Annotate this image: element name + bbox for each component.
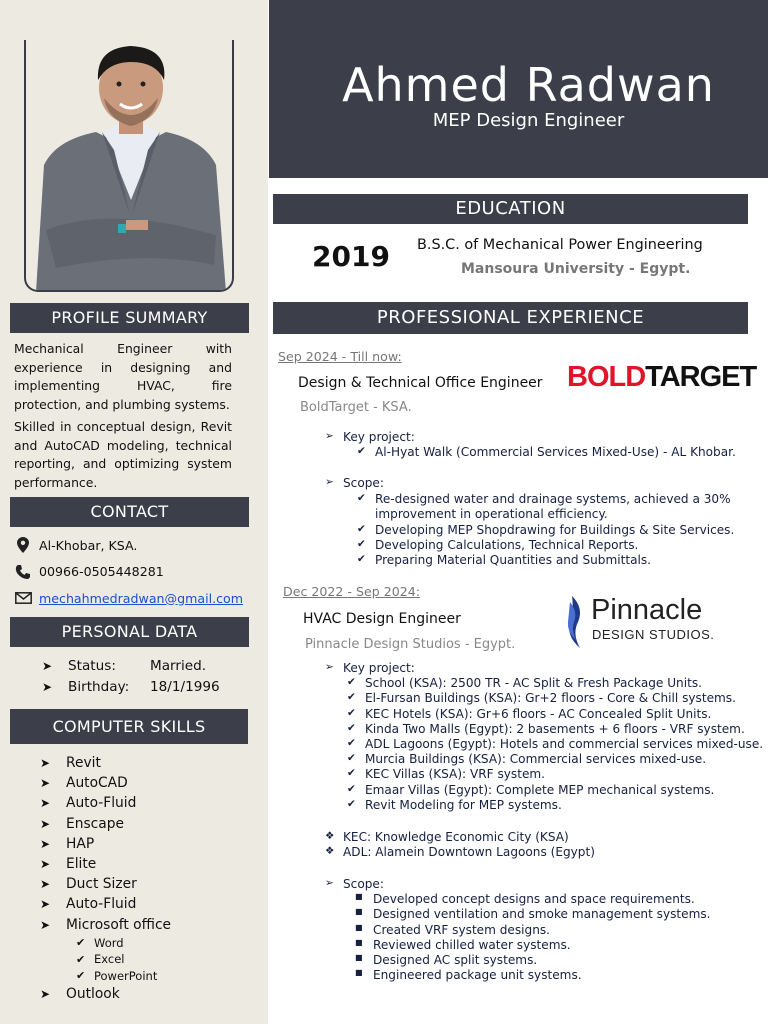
person-name: Ahmed Radwan bbox=[342, 58, 715, 112]
status-value: Married. bbox=[150, 657, 207, 674]
list-text: improvement in operational efficiency. bbox=[375, 507, 608, 522]
list-item bbox=[325, 938, 711, 953]
job1-period: Sep 2024 - Till now: bbox=[278, 349, 402, 364]
check-icon: ✔ bbox=[357, 492, 366, 505]
logo-text: BOLD bbox=[567, 361, 646, 393]
square-bullet-icon: ■ bbox=[355, 907, 363, 917]
list-item bbox=[325, 492, 734, 507]
arrow-bullet-icon: ➤ bbox=[40, 857, 51, 872]
list-text: Emaar Villas (Egypt): Complete MEP mechanical systems. bbox=[365, 782, 715, 797]
list-text: Engineered package unit systems. bbox=[373, 968, 582, 983]
skill-label: Elite bbox=[66, 856, 97, 873]
list-item bbox=[325, 877, 711, 892]
check-icon: ✔ bbox=[357, 537, 366, 550]
list-item bbox=[325, 798, 763, 813]
subskill-item bbox=[40, 968, 171, 985]
list-item bbox=[325, 737, 763, 752]
education-university: Mansoura University - Egypt. bbox=[461, 261, 691, 277]
arrow-bullet-icon: ➤ bbox=[40, 796, 51, 811]
list-item bbox=[325, 953, 711, 968]
skill-item bbox=[40, 854, 171, 874]
square-bullet-icon: ■ bbox=[355, 968, 363, 978]
list-text: Created VRF system designs. bbox=[373, 922, 551, 937]
subskill-label: Excel bbox=[94, 952, 125, 967]
list-item bbox=[325, 538, 734, 553]
list-item bbox=[325, 968, 711, 983]
check-icon: ✔ bbox=[347, 782, 356, 795]
job1-company: BoldTarget - KSA. bbox=[300, 400, 412, 415]
arrow-bullet-icon: ➤ bbox=[40, 877, 51, 892]
education-heading: EDUCATION bbox=[273, 194, 748, 224]
experience-heading: PROFESSIONAL EXPERIENCE bbox=[273, 302, 748, 334]
list-label: Scope: bbox=[343, 476, 384, 490]
location-text: Al-Khobar, KSA. bbox=[39, 537, 138, 553]
check-icon: ✔ bbox=[347, 736, 356, 749]
arrow-bullet-icon: ➤ bbox=[40, 816, 51, 831]
list-item bbox=[325, 523, 734, 538]
personal-data-heading: PERSONAL DATA bbox=[10, 617, 249, 647]
list-item bbox=[325, 830, 595, 845]
list-item bbox=[325, 767, 763, 782]
profile-photo bbox=[24, 40, 234, 292]
arrow-bullet-icon: ➤ bbox=[42, 658, 53, 673]
skills-list bbox=[40, 753, 171, 1004]
check-icon: ✔ bbox=[347, 691, 356, 704]
square-bullet-icon: ■ bbox=[355, 952, 363, 962]
profile-paragraph: Skilled in conceptual design, Revit and AutoCAD modeling, technical reporting, and optimizing system performance. bbox=[14, 419, 232, 490]
check-icon: ✔ bbox=[76, 969, 86, 983]
skill-label: Duct Sizer bbox=[66, 876, 137, 893]
logo-text: TARGET bbox=[645, 361, 757, 393]
list-item bbox=[325, 923, 711, 938]
skill-label: Revit bbox=[66, 755, 101, 772]
skill-item bbox=[40, 984, 171, 1004]
check-icon: ✔ bbox=[357, 445, 366, 458]
arrow-bullet-icon: ➤ bbox=[40, 756, 51, 771]
list-text: Revit Modeling for MEP systems. bbox=[365, 797, 562, 812]
boldtarget-logo bbox=[567, 361, 756, 394]
list-label: Key project: bbox=[343, 661, 415, 675]
check-icon: ✔ bbox=[76, 936, 86, 950]
status-label: Status: bbox=[68, 657, 116, 674]
skill-item bbox=[40, 915, 171, 935]
diamond-bullet-icon: ❖ bbox=[325, 845, 335, 858]
list-text: Developing MEP Shopdrawing for Buildings & Site Services. bbox=[375, 522, 735, 537]
list-text: School (KSA): 2500 TR - AC Split & Fresh Package Units. bbox=[365, 676, 702, 691]
profile-summary bbox=[14, 340, 232, 496]
education-degree: B.S.C. of Mechanical Power Engineering bbox=[417, 237, 703, 253]
skill-item bbox=[40, 814, 171, 834]
list-text: Developed concept designs and space requirements. bbox=[373, 892, 695, 907]
profile-paragraph: Mechanical Engineer with experience in designing and implementing HVAC, fire protection, and plumbing systems. bbox=[14, 341, 232, 412]
list-text: Re-designed water and drainage systems, achieved a 30% bbox=[375, 492, 731, 507]
subskill-item bbox=[40, 935, 171, 952]
skill-label: Microsoft office bbox=[66, 916, 172, 933]
list-text: KEC: Knowledge Economic City (KSA) bbox=[343, 830, 569, 844]
job2-abbreviations bbox=[325, 830, 595, 860]
list-item bbox=[325, 445, 736, 460]
arrow-bullet-icon: ➤ bbox=[42, 679, 53, 694]
birthday-label: Birthday: bbox=[68, 678, 130, 695]
contact-list bbox=[14, 532, 254, 612]
arrow-bullet-icon: ➤ bbox=[40, 897, 51, 912]
list-text: Kinda Two Malls (Egypt): 2 basements + 6 floors - VRF system. bbox=[365, 721, 745, 736]
check-icon: ✔ bbox=[347, 706, 356, 719]
list-item bbox=[325, 661, 763, 676]
birthday-row bbox=[42, 676, 220, 697]
arrow-bullet-icon: ➢ bbox=[325, 661, 334, 673]
list-item bbox=[325, 553, 734, 568]
list-item bbox=[325, 892, 711, 907]
list-item bbox=[325, 476, 734, 491]
list-item bbox=[325, 707, 763, 722]
skill-label: Enscape bbox=[66, 815, 124, 832]
list-text: Al-Hyat Walk (Commercial Services Mixed-Use) - AL Khobar. bbox=[375, 445, 736, 460]
skill-label: HAP bbox=[66, 835, 95, 852]
job2-company: Pinnacle Design Studios - Egypt. bbox=[305, 637, 516, 652]
job2-scope bbox=[325, 877, 711, 983]
square-bullet-icon: ■ bbox=[355, 937, 363, 947]
location-pin-icon bbox=[14, 536, 32, 554]
job2-period: Dec 2022 - Sep 2024: bbox=[283, 584, 421, 599]
contact-heading: CONTACT bbox=[10, 497, 249, 527]
left-sidebar bbox=[0, 0, 268, 1024]
phone-text: 00966-0505448281 bbox=[39, 564, 164, 580]
computer-skills-heading: COMPUTER SKILLS bbox=[10, 709, 248, 744]
list-item bbox=[325, 722, 763, 737]
list-text: Designed AC split systems. bbox=[373, 952, 538, 967]
check-icon: ✔ bbox=[357, 552, 366, 565]
arrow-bullet-icon: ➢ bbox=[325, 476, 334, 488]
list-item bbox=[325, 691, 763, 706]
birthday-value: 18/1/1996 bbox=[150, 678, 220, 695]
list-text: ADL: Alamein Downtown Lagoons (Egypt) bbox=[343, 845, 595, 860]
logo-text: Pinnacle bbox=[591, 594, 703, 626]
subskill-label: PowerPoint bbox=[94, 968, 158, 983]
person-role: MEP Design Engineer bbox=[432, 110, 625, 131]
phone-icon bbox=[14, 563, 32, 581]
skill-item bbox=[40, 753, 171, 773]
square-bullet-icon: ■ bbox=[355, 892, 363, 902]
list-item bbox=[325, 752, 763, 767]
check-icon: ✔ bbox=[347, 767, 356, 780]
contact-phone bbox=[14, 559, 254, 586]
list-text: Reviewed chilled water systems. bbox=[373, 937, 571, 952]
check-icon: ✔ bbox=[76, 952, 86, 966]
list-item bbox=[325, 907, 711, 922]
job2-title: HVAC Design Engineer bbox=[303, 611, 461, 627]
list-text: Preparing Material Quantities and Submittals. bbox=[375, 552, 652, 567]
pinnacle-logo bbox=[566, 594, 726, 652]
contact-email bbox=[14, 585, 254, 612]
email-link[interactable]: mechahmedradwan@gmail.com bbox=[39, 590, 243, 606]
list-text: ADL Lagoons (Egypt): Hotels and commercial services mixed-use. bbox=[365, 736, 764, 751]
job1-title: Design & Technical Office Engineer bbox=[298, 375, 543, 391]
list-text: KEC Hotels (KSA): Gr+6 floors - AC Concealed Split Units. bbox=[365, 706, 712, 721]
list-text: El-Fursan Buildings (KSA): Gr+2 floors - Core & Chill systems. bbox=[365, 691, 736, 706]
profile-summary-heading: PROFILE SUMMARY bbox=[10, 303, 249, 333]
skill-item bbox=[40, 874, 171, 894]
check-icon: ✔ bbox=[347, 797, 356, 810]
arrow-bullet-icon: ➢ bbox=[325, 877, 334, 889]
list-item bbox=[325, 783, 763, 798]
list-text: KEC Villas (KSA): VRF system. bbox=[365, 767, 546, 782]
subskill-label: Word bbox=[94, 935, 124, 950]
square-bullet-icon: ■ bbox=[355, 922, 363, 932]
header-banner bbox=[269, 0, 768, 178]
skill-item bbox=[40, 894, 171, 914]
pinnacle-mark-icon bbox=[566, 594, 586, 650]
skill-label: Outlook bbox=[66, 986, 120, 1003]
arrow-bullet-icon: ➢ bbox=[325, 430, 334, 442]
skill-item bbox=[40, 793, 171, 813]
list-item bbox=[325, 845, 595, 860]
list-text: Murcia Buildings (KSA): Commercial services mixed-use. bbox=[365, 752, 707, 767]
list-item bbox=[325, 676, 763, 691]
job2-key-projects bbox=[325, 661, 763, 813]
list-item bbox=[325, 430, 736, 445]
education-year: 2019 bbox=[312, 240, 390, 273]
list-label: Scope: bbox=[343, 877, 384, 891]
arrow-bullet-icon: ➤ bbox=[40, 836, 51, 851]
personal-data bbox=[42, 655, 220, 697]
check-icon: ✔ bbox=[357, 522, 366, 535]
list-item-continued bbox=[325, 507, 734, 522]
contact-location bbox=[14, 532, 254, 559]
list-text: Developing Calculations, Technical Reports. bbox=[375, 537, 639, 552]
job1-scope bbox=[325, 476, 734, 568]
skill-label: AutoCAD bbox=[66, 775, 128, 792]
subskill-item bbox=[40, 951, 171, 968]
logo-text: DESIGN STUDIOS. bbox=[592, 627, 715, 642]
skill-label: Auto-Fluid bbox=[66, 896, 137, 913]
job1-key-project bbox=[325, 430, 736, 460]
list-text: Designed ventilation and smoke management systems. bbox=[373, 907, 711, 922]
arrow-bullet-icon: ➤ bbox=[40, 917, 51, 932]
arrow-bullet-icon: ➤ bbox=[40, 776, 51, 791]
list-label: Key project: bbox=[343, 430, 415, 444]
skill-item bbox=[40, 773, 171, 793]
diamond-bullet-icon: ❖ bbox=[325, 830, 335, 842]
check-icon: ✔ bbox=[347, 752, 356, 765]
check-icon: ✔ bbox=[347, 721, 356, 734]
check-icon: ✔ bbox=[347, 676, 356, 689]
arrow-bullet-icon: ➤ bbox=[40, 987, 51, 1002]
skill-label: Auto-Fluid bbox=[66, 795, 137, 812]
status-row bbox=[42, 655, 220, 676]
skill-item bbox=[40, 834, 171, 854]
envelope-icon bbox=[14, 589, 32, 607]
